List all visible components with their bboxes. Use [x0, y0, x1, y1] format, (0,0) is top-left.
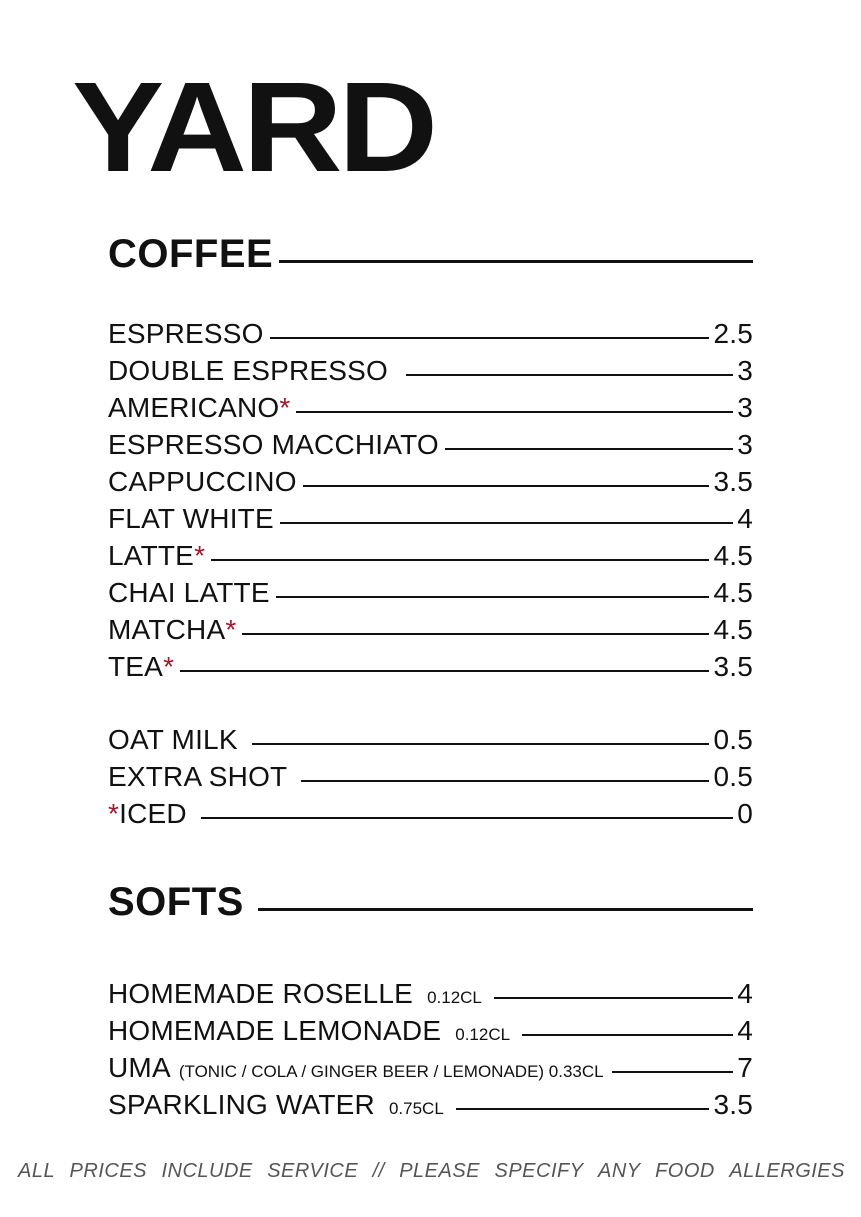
leader-line: [180, 670, 709, 672]
footer-word: PRICES: [69, 1160, 148, 1182]
item-name: TEA: [108, 651, 164, 682]
leader-line: [211, 559, 709, 561]
softs-title: SOFTS: [108, 880, 244, 924]
item-name: ESPRESSO: [108, 318, 264, 349]
menu-item-homemade-roselle: [108, 978, 753, 1015]
footer-word: INCLUDE: [161, 1160, 253, 1182]
leader-line: [456, 1108, 710, 1110]
leader-line: [406, 374, 733, 376]
item-name: DOUBLE ESPRESSO: [108, 355, 388, 386]
softs-heading: [108, 880, 753, 930]
spacer: [108, 688, 753, 724]
item-price: 4: [737, 1015, 753, 1046]
footer-word: ALL: [18, 1160, 56, 1182]
brand-logo: YARD: [72, 56, 434, 199]
item-price: 0.5: [713, 761, 753, 792]
item-name: CAPPUCCINO: [108, 466, 297, 497]
item-price: 3.5: [713, 651, 753, 682]
menu-item-extra-shot: [108, 761, 753, 798]
item-price: 3: [737, 355, 753, 386]
footer-word: ALLERGIES: [729, 1160, 845, 1182]
item-price: 3.5: [713, 466, 753, 497]
asterisk-mark: *: [225, 614, 237, 645]
menu-item-espresso: [108, 318, 753, 355]
item-name: ESPRESSO MACCHIATO: [108, 429, 439, 460]
leader-line: [303, 485, 710, 487]
softs-section: [108, 880, 753, 1126]
asterisk-mark: *: [279, 392, 291, 423]
item-name: EXTRA SHOT: [108, 761, 288, 792]
softs-title-rule: [258, 908, 753, 911]
footer-word: ANY: [598, 1160, 641, 1182]
item-name: AMERICANO: [108, 392, 280, 423]
leader-line: [276, 596, 710, 598]
leader-line: [301, 780, 709, 782]
leader-line: [280, 522, 733, 524]
item-price: 3: [737, 392, 753, 423]
footer-separator: //: [372, 1160, 385, 1182]
menu-item-oat-milk: [108, 724, 753, 761]
item-name: HOMEMADE LEMONADE: [108, 1015, 442, 1046]
footer-notice: [0, 1160, 861, 1183]
asterisk-mark: *: [194, 540, 206, 571]
item-price: 4.5: [713, 577, 753, 608]
item-price: 3: [737, 429, 753, 460]
footer-word: PLEASE: [399, 1160, 481, 1182]
item-price: 4.5: [713, 540, 753, 571]
item-volume: 0.12CL: [455, 1025, 511, 1044]
item-name: SPARKLING WATER: [108, 1089, 375, 1120]
footer-word: SERVICE: [267, 1160, 359, 1182]
menu-item-espresso-macchiato: [108, 429, 753, 466]
menu-item-latte: [108, 540, 753, 577]
menu-item-matcha: [108, 614, 753, 651]
leader-line: [252, 743, 710, 745]
menu-item-cappuccino: [108, 466, 753, 503]
item-price: 4: [737, 978, 753, 1009]
item-name: MATCHA: [108, 614, 226, 645]
item-volume: 0.75CL: [388, 1099, 444, 1118]
leader-line: [270, 337, 710, 339]
item-price: 7: [737, 1052, 753, 1083]
menu-item-uma: [108, 1052, 753, 1089]
menu-item-homemade-lemonade: [108, 1015, 753, 1052]
leader-line: [522, 1034, 733, 1036]
item-name: ICED: [119, 798, 187, 829]
asterisk-mark: *: [108, 798, 120, 829]
menu-item-iced: [108, 798, 753, 835]
menu-item-flat-white: [108, 503, 753, 540]
item-price: 0: [737, 798, 753, 829]
item-price: 2.5: [713, 318, 753, 349]
item-name: CHAI LATTE: [108, 577, 270, 608]
menu-item-americano: [108, 392, 753, 429]
leader-line: [445, 448, 733, 450]
item-name: OAT MILK: [108, 724, 238, 755]
item-price: 0.5: [713, 724, 753, 755]
item-name: FLAT WHITE: [108, 503, 274, 534]
item-variants: (TONIC / COLA / GINGER BEER / LEMONADE) 0.33CL: [178, 1062, 604, 1081]
leader-line: [494, 997, 733, 999]
coffee-title: COFFEE: [108, 232, 274, 276]
item-price: 3.5: [713, 1089, 753, 1120]
item-price: 4: [737, 503, 753, 534]
coffee-section: [108, 232, 753, 835]
menu-item-chai-latte: [108, 577, 753, 614]
footer-word: FOOD: [655, 1160, 715, 1182]
asterisk-mark: *: [163, 651, 175, 682]
leader-line: [201, 817, 733, 819]
item-price: 4.5: [713, 614, 753, 645]
menu-item-sparkling-water: [108, 1089, 753, 1126]
item-name: UMA: [108, 1052, 171, 1083]
item-volume: 0.12CL: [427, 988, 482, 1007]
footer-word: SPECIFY: [494, 1160, 584, 1182]
coffee-heading: [108, 232, 753, 282]
menu-item-double-espresso: [108, 355, 753, 392]
coffee-title-rule: [279, 260, 753, 263]
leader-line: [612, 1071, 734, 1073]
leader-line: [296, 411, 733, 413]
menu-item-tea: [108, 651, 753, 688]
item-name: HOMEMADE ROSELLE: [108, 978, 414, 1009]
leader-line: [242, 633, 709, 635]
item-name: LATTE: [108, 540, 195, 571]
